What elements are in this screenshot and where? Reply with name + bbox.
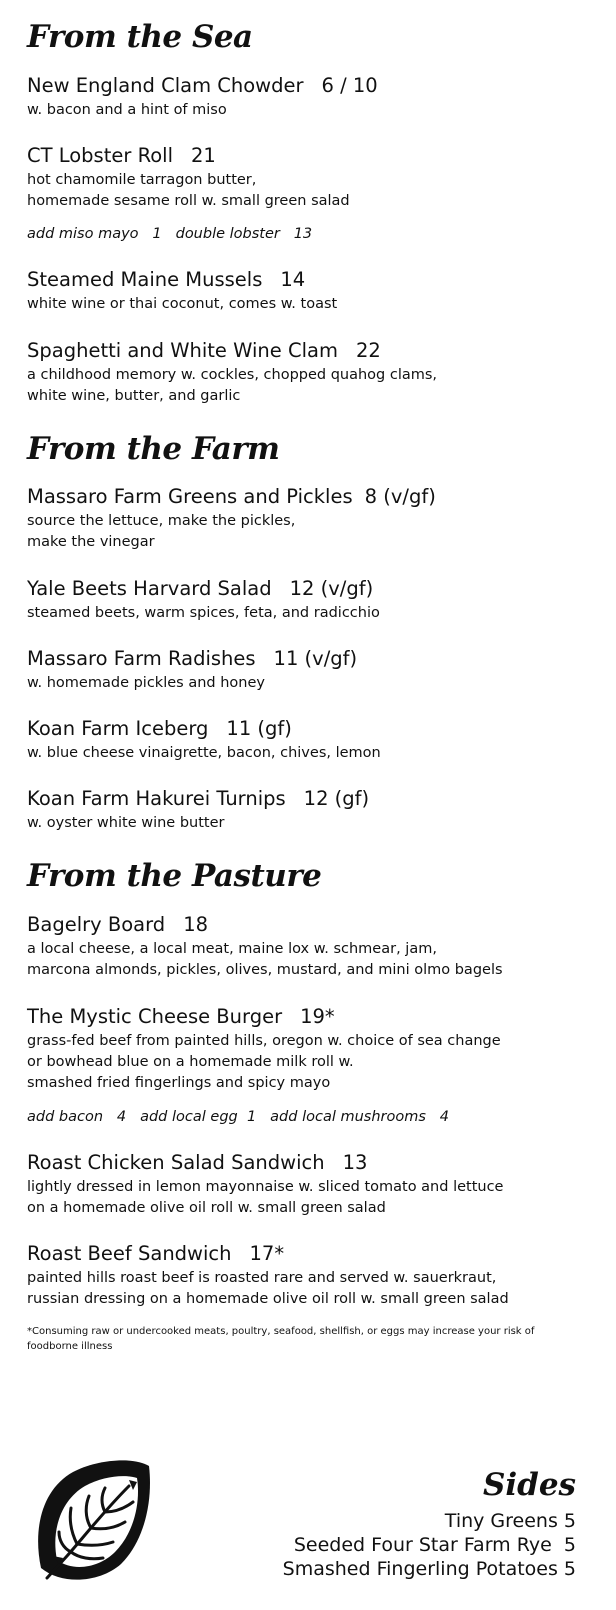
item-description: w. oyster white wine butter — [27, 815, 225, 831]
item-price: 6 / 10 — [321, 74, 378, 97]
burger-addons — [27, 1109, 463, 1125]
item-description: lightly dressed in lemon mayonnaise w. sliced tomato and lettuce on a homemade olive oil roll w. small green salad — [27, 1179, 504, 1216]
item-name: CT Lobster Roll — [27, 144, 174, 167]
menu-item-chicken-salad-sandwich — [27, 1151, 589, 1219]
menu-item-radishes — [27, 647, 589, 694]
section-title-sides: Sides — [482, 1467, 576, 1503]
item-description: white wine or thai coconut, comes w. toast — [27, 296, 338, 312]
item-description: grass-fed beef from painted hills, oregon w. choice of sea change or bowhead blue on a homemade milk roll w. smashed fried fingerlings and spicy mayo — [27, 1033, 501, 1091]
item-price: 8 (v/gf) — [364, 485, 436, 508]
item-name: Roast Beef Sandwich — [27, 1242, 232, 1265]
item-price: 18 — [183, 913, 209, 936]
item-description: painted hills roast beef is roasted rare and served w. sauerkraut, russian dressing on a homemade olive oil roll w. small green salad — [27, 1270, 509, 1307]
addon-local-mushrooms: add local mushrooms 4 — [270, 1109, 449, 1125]
menu-item-clam-chowder — [27, 74, 589, 121]
item-name: New England Clam Chowder — [27, 74, 304, 97]
addon-double-lobster: double lobster 13 — [175, 226, 313, 242]
item-name: Bagelry Board — [27, 913, 166, 936]
menu-item-iceberg — [27, 717, 589, 764]
raw-food-disclaimer: *Consuming raw or undercooked meats, poultry, seafood, shellfish, or eggs may increase your risk of foodborne illness — [27, 1326, 535, 1352]
item-name: Koan Farm Hakurei Turnips — [27, 787, 286, 810]
item-price: 12 (gf) — [303, 787, 370, 810]
sides-section — [282, 1467, 576, 1581]
menu-item-lobster-roll — [27, 144, 589, 212]
side-item-rye: Seeded Four Star Farm Rye 5 — [293, 1534, 576, 1556]
item-price: 13 — [342, 1151, 368, 1174]
section-title-sea: From the Sea — [27, 19, 253, 55]
item-name: Koan Farm Iceberg — [27, 717, 209, 740]
menu-item-beets-salad — [27, 577, 589, 624]
item-name: Yale Beets Harvard Salad — [27, 577, 272, 600]
item-description: a childhood memory w. cockles, chopped quahog clams, white wine, butter, and garlic — [27, 367, 438, 404]
leaf-logo-icon — [33, 1460, 151, 1584]
item-description: w. bacon and a hint of miso — [27, 102, 227, 118]
item-description: w. homemade pickles and honey — [27, 675, 265, 691]
item-price: 19* — [300, 1005, 335, 1028]
menu-item-hakurei-turnips — [27, 787, 589, 834]
item-price: 21 — [191, 144, 216, 167]
item-name: Roast Chicken Salad Sandwich — [27, 1151, 325, 1174]
item-name: Steamed Maine Mussels — [27, 268, 263, 291]
menu-item-bagelry-board — [27, 913, 589, 981]
item-price: 11 (v/gf) — [273, 647, 358, 670]
item-price: 22 — [355, 339, 381, 362]
menu-item-cheese-burger — [27, 1005, 589, 1094]
item-name: The Mystic Cheese Burger — [27, 1005, 283, 1028]
side-item-tiny-greens: Tiny Greens 5 — [444, 1510, 576, 1532]
item-description: a local cheese, a local meat, maine lox w. schmear, jam, marcona almonds, pickles, olives, mustard, and mini olmo bagels — [27, 941, 503, 978]
section-title-farm: From the Farm — [27, 431, 280, 467]
item-description: source the lettuce, make the pickles, make the vinegar — [27, 513, 296, 550]
item-description: hot chamomile tarragon butter, homemade sesame roll w. small green salad — [27, 172, 350, 209]
menu-item-mussels — [27, 268, 589, 315]
addon-bacon: add bacon 4 — [27, 1109, 127, 1125]
lobster-addons — [27, 226, 326, 242]
item-name: Massaro Farm Radishes — [27, 647, 256, 670]
item-price: 14 — [280, 268, 306, 291]
item-name: Massaro Farm Greens and Pickles — [27, 485, 353, 508]
item-description: steamed beets, warm spices, feta, and radicchio — [27, 605, 380, 621]
item-price: 17* — [249, 1242, 285, 1265]
menu-item-roast-beef-sandwich — [27, 1242, 589, 1310]
item-price: 12 (v/gf) — [289, 577, 374, 600]
item-description: w. blue cheese vinaigrette, bacon, chives, lemon — [27, 745, 381, 761]
addon-miso-mayo: add miso mayo 1 — [27, 226, 162, 242]
section-title-pasture: From the Pasture — [27, 858, 322, 894]
side-item-fingerling-potatoes: Smashed Fingerling Potatoes 5 — [282, 1558, 576, 1580]
menu-item-spaghetti-clam — [27, 339, 589, 407]
addon-local-egg: add local egg 1 — [140, 1109, 257, 1125]
item-name: Spaghetti and White Wine Clam — [27, 339, 338, 362]
item-price: 11 (gf) — [226, 717, 292, 740]
menu-item-greens-pickles — [27, 485, 589, 553]
